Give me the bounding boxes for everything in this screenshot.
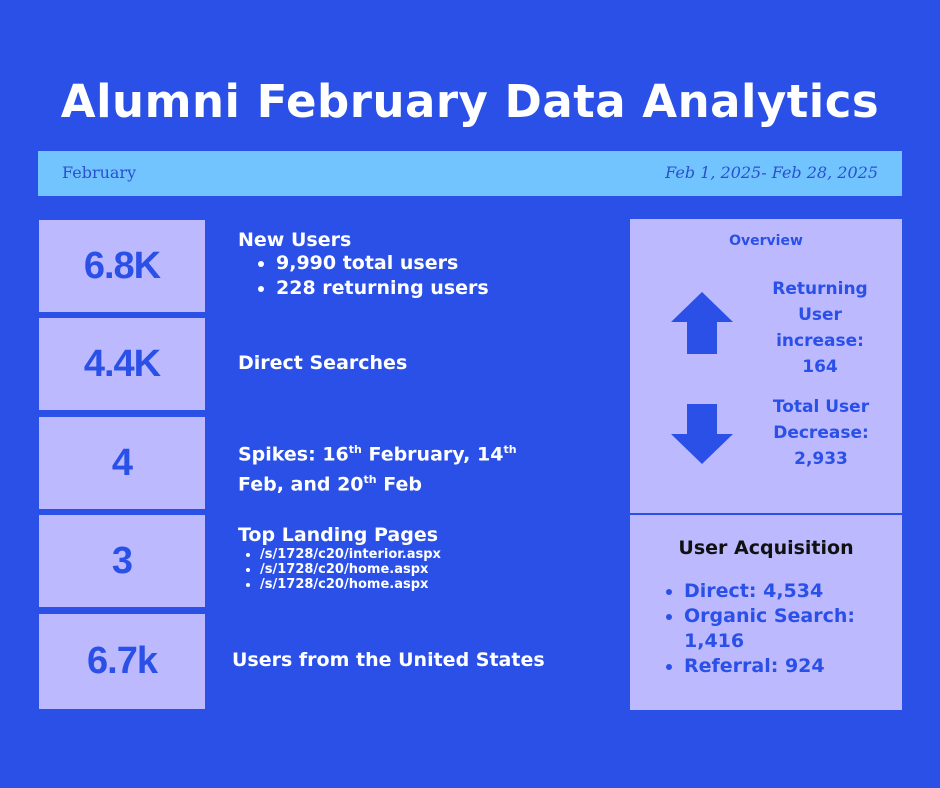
arrow-up-icon xyxy=(671,292,733,354)
list-item: • /s/1728/c20/interior.aspx xyxy=(260,547,441,562)
month-label: February xyxy=(62,163,137,182)
stat-heading: New Users xyxy=(238,229,352,251)
stat-heading: Top Landing Pages xyxy=(238,524,439,546)
stat-us-users-value: 6.7k xyxy=(38,613,206,710)
stat-landing-pages-value: 3 xyxy=(38,514,206,608)
overview-panel xyxy=(630,219,902,513)
acquisition-list xyxy=(650,579,904,679)
list-item: • /s/1728/c20/home.aspx xyxy=(260,562,441,577)
stat-heading: Users from the United States xyxy=(232,649,545,671)
arrow-down-icon xyxy=(671,404,733,464)
list-item: • /s/1728/c20/home.aspx xyxy=(260,577,441,592)
list-item: • 228 returning users xyxy=(276,276,489,301)
stat-spikes-value: 4 xyxy=(38,416,206,510)
user-acquisition-panel xyxy=(630,515,902,710)
stat-new-users-desc xyxy=(238,229,489,301)
stat-heading: Direct Searches xyxy=(238,352,408,374)
list-item: • Direct: 4,534 xyxy=(684,579,904,604)
stat-landing-pages-desc xyxy=(238,523,441,592)
stat-spikes-desc: Spikes: 16th February, 14th Feb, and 20th Feb xyxy=(238,443,517,496)
total-user-decrease: Total User Decrease: 2,933 xyxy=(772,397,870,469)
list-item: • Organic Search: 1,416 xyxy=(684,604,904,654)
overview-title: Overview xyxy=(729,233,803,249)
page-title: Alumni February Data Analytics xyxy=(60,75,880,128)
stat-new-users-value: 6.8K xyxy=(38,219,206,313)
list-item: • 9,990 total users xyxy=(276,251,489,276)
list-item: • Referral: 924 xyxy=(684,654,904,679)
returning-user-increase: Returning User increase: 164 xyxy=(772,279,868,377)
date-range: Feb 1, 2025- Feb 28, 2025 xyxy=(665,163,878,182)
date-bar xyxy=(38,151,902,196)
acquisition-title: User Acquisition xyxy=(678,537,854,559)
stat-direct-searches-value: 4.4K xyxy=(38,317,206,411)
